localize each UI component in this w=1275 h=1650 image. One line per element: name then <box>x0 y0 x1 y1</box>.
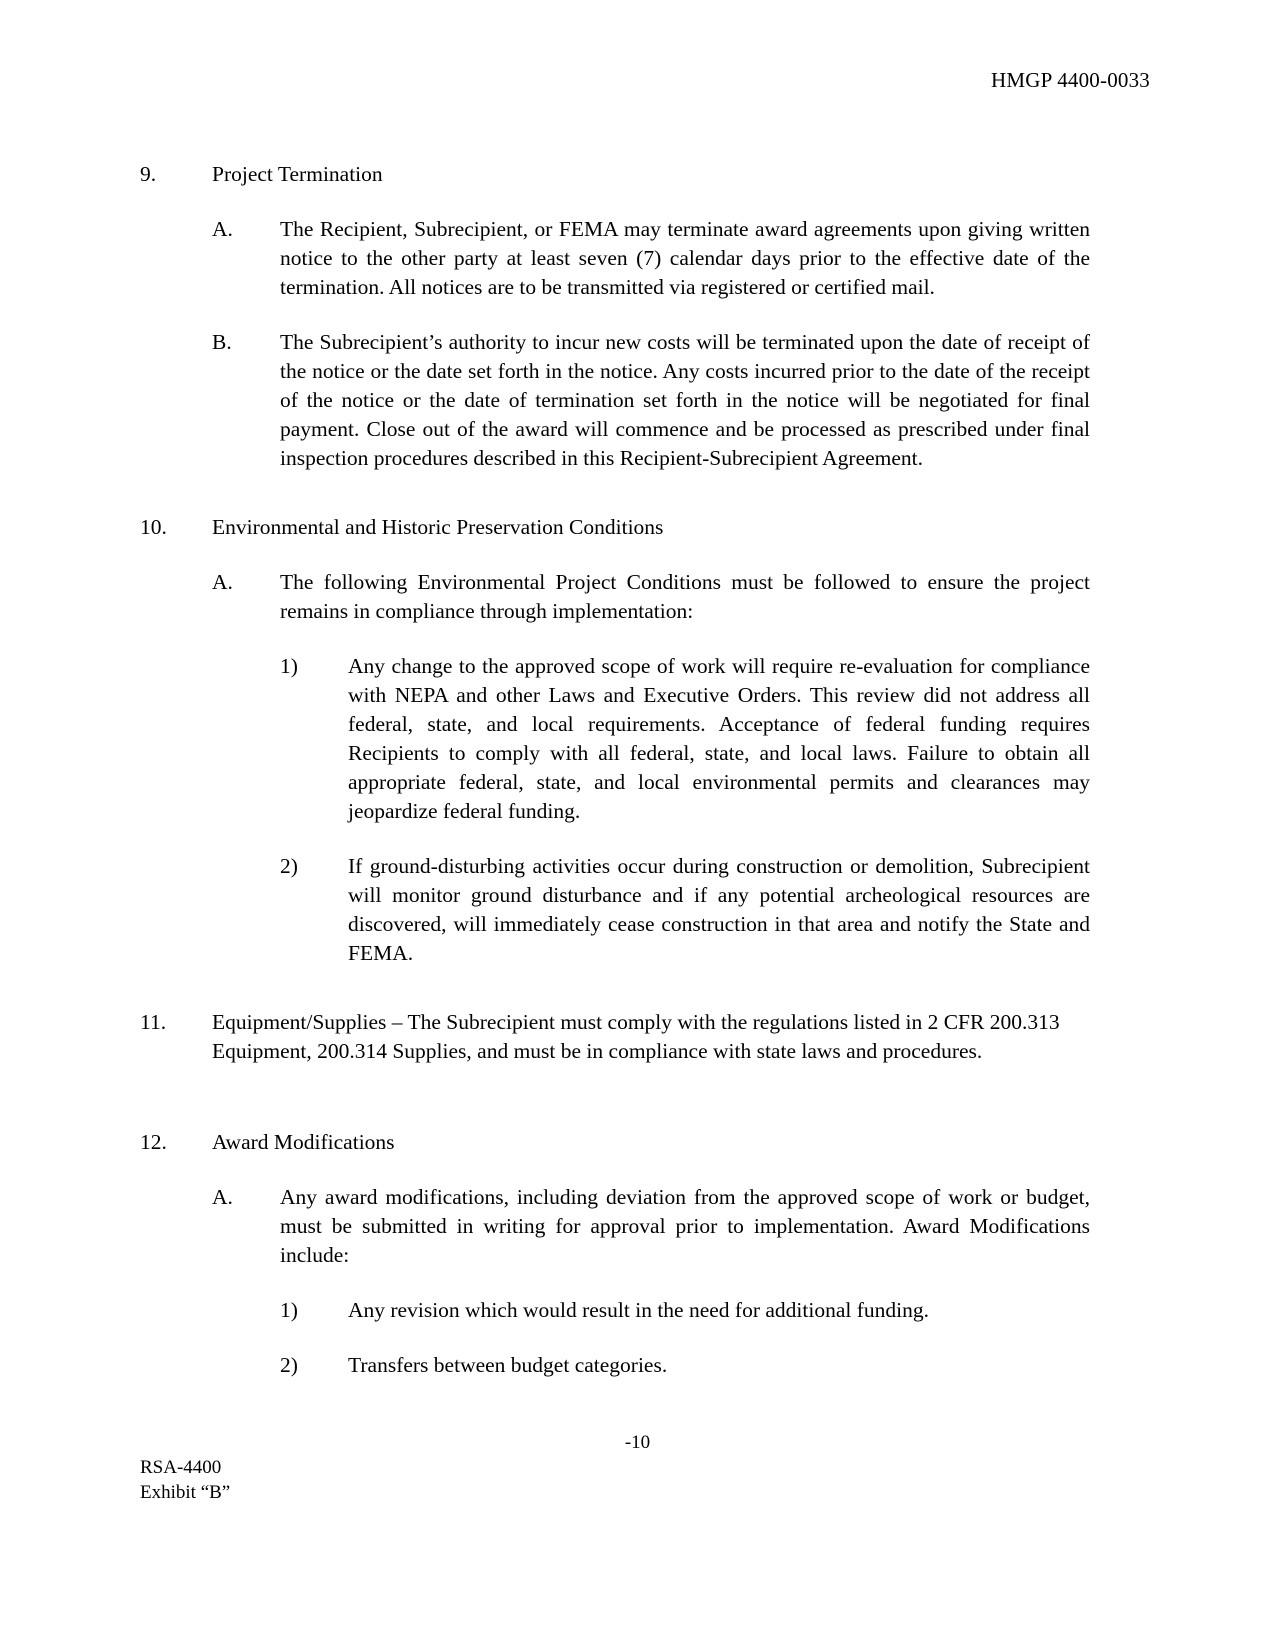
section-9-item-a-text: The Recipient, Subrecipient, or FEMA may terminate award agreements upon giving written notice to the other party at least seven (7) calendar days prior to the effective date of the termination. All notices are to be transmitted via registered or certified mail. <box>280 217 1090 299</box>
footer-left <box>140 1455 230 1505</box>
section-12-item-a-label: A. <box>212 1185 233 1209</box>
section-12-number: 12. <box>140 1130 167 1154</box>
section-10-item-a-text: The following Environmental Project Conditions must be followed to ensure the project remains in compliance through implementation: <box>280 570 1090 623</box>
section-11 <box>140 1008 1090 1066</box>
section-10-item-a-2-label: 2) <box>280 854 298 878</box>
section-10-item-a-2-text: If ground-disturbing activities occur during construction or demolition, Subrecipient will monitor ground disturbance and if any potential archeological resources are discovered, will immediately cease construction in that area and notify the State and FEMA. <box>348 854 1090 965</box>
section-10-number: 10. <box>140 515 167 539</box>
section-12 <box>140 1128 1090 1157</box>
section-12-item-a-2 <box>280 1351 1090 1380</box>
section-9-item-a-label: A. <box>212 217 233 241</box>
section-9-item-b <box>212 328 1090 473</box>
section-11-text: Equipment/Supplies – The Subrecipient must comply with the regulations listed in 2 CFR 200.313 Equipment, 200.314 Supplies, and must be in compliance with state laws and procedures. <box>212 1010 1060 1063</box>
page-header-document-id: HMGP 4400-0033 <box>991 68 1150 92</box>
section-10-item-a-1 <box>280 652 1090 826</box>
section-12-title: Award Modifications <box>212 1130 395 1154</box>
section-9-title: Project Termination <box>212 162 383 186</box>
section-9-item-b-text: The Subrecipient’s authority to incur new costs will be terminated upon the date of receipt of the notice or the date set forth in the notice. Any costs incurred prior to the date of the receipt of the notice or the date of termination set forth in the notice will be negotiated for final payment. Close out of the award will commence and be processed as prescribed under final inspection procedures described in this Recipient-Subrecipient Agreement. <box>280 330 1090 470</box>
page-number: -10 <box>624 1432 651 1453</box>
footer-document-code: RSA-4400 <box>140 1457 222 1478</box>
footer-exhibit-label: Exhibit “B” <box>140 1482 231 1503</box>
section-12-item-a-1 <box>280 1296 1090 1325</box>
spacer <box>140 1092 1090 1106</box>
section-10-item-a-label: A. <box>212 570 233 594</box>
section-10-item-a-2 <box>280 852 1090 968</box>
document-body <box>140 160 1090 1380</box>
section-9-number: 9. <box>140 162 157 186</box>
section-9-item-b-label: B. <box>212 330 232 354</box>
section-11-number: 11. <box>140 1010 167 1034</box>
spacer <box>140 473 1090 487</box>
section-12-item-a-2-text: Transfers between budget categories. <box>348 1353 668 1377</box>
section-9-item-a <box>212 215 1090 302</box>
section-9 <box>140 160 1090 189</box>
spacer <box>140 968 1090 982</box>
section-10-item-a <box>212 568 1090 626</box>
section-12-item-a-1-label: 1) <box>280 1298 298 1322</box>
section-10 <box>140 513 1090 542</box>
section-10-item-a-1-label: 1) <box>280 654 298 678</box>
section-12-item-a-1-text: Any revision which would result in the need for additional funding. <box>348 1298 929 1322</box>
section-10-title: Environmental and Historic Preservation Conditions <box>212 515 664 539</box>
section-12-item-a-2-label: 2) <box>280 1353 298 1377</box>
section-12-item-a-text: Any award modifications, including deviation from the approved scope of work or budget, must be submitted in writing for approval prior to implementation. Award Modifications include: <box>280 1185 1090 1267</box>
section-12-item-a <box>212 1183 1090 1270</box>
section-10-item-a-1-text: Any change to the approved scope of work will require re-evaluation for compliance with NEPA and other Laws and Executive Orders. This review did not address all federal, state, and local requirements. Acceptance of federal funding requires Recipients to comply with all federal, state, and local laws. Failure to obtain all appropriate federal, state, and local environmental permits and clearances may jeopardize federal funding. <box>348 654 1090 823</box>
